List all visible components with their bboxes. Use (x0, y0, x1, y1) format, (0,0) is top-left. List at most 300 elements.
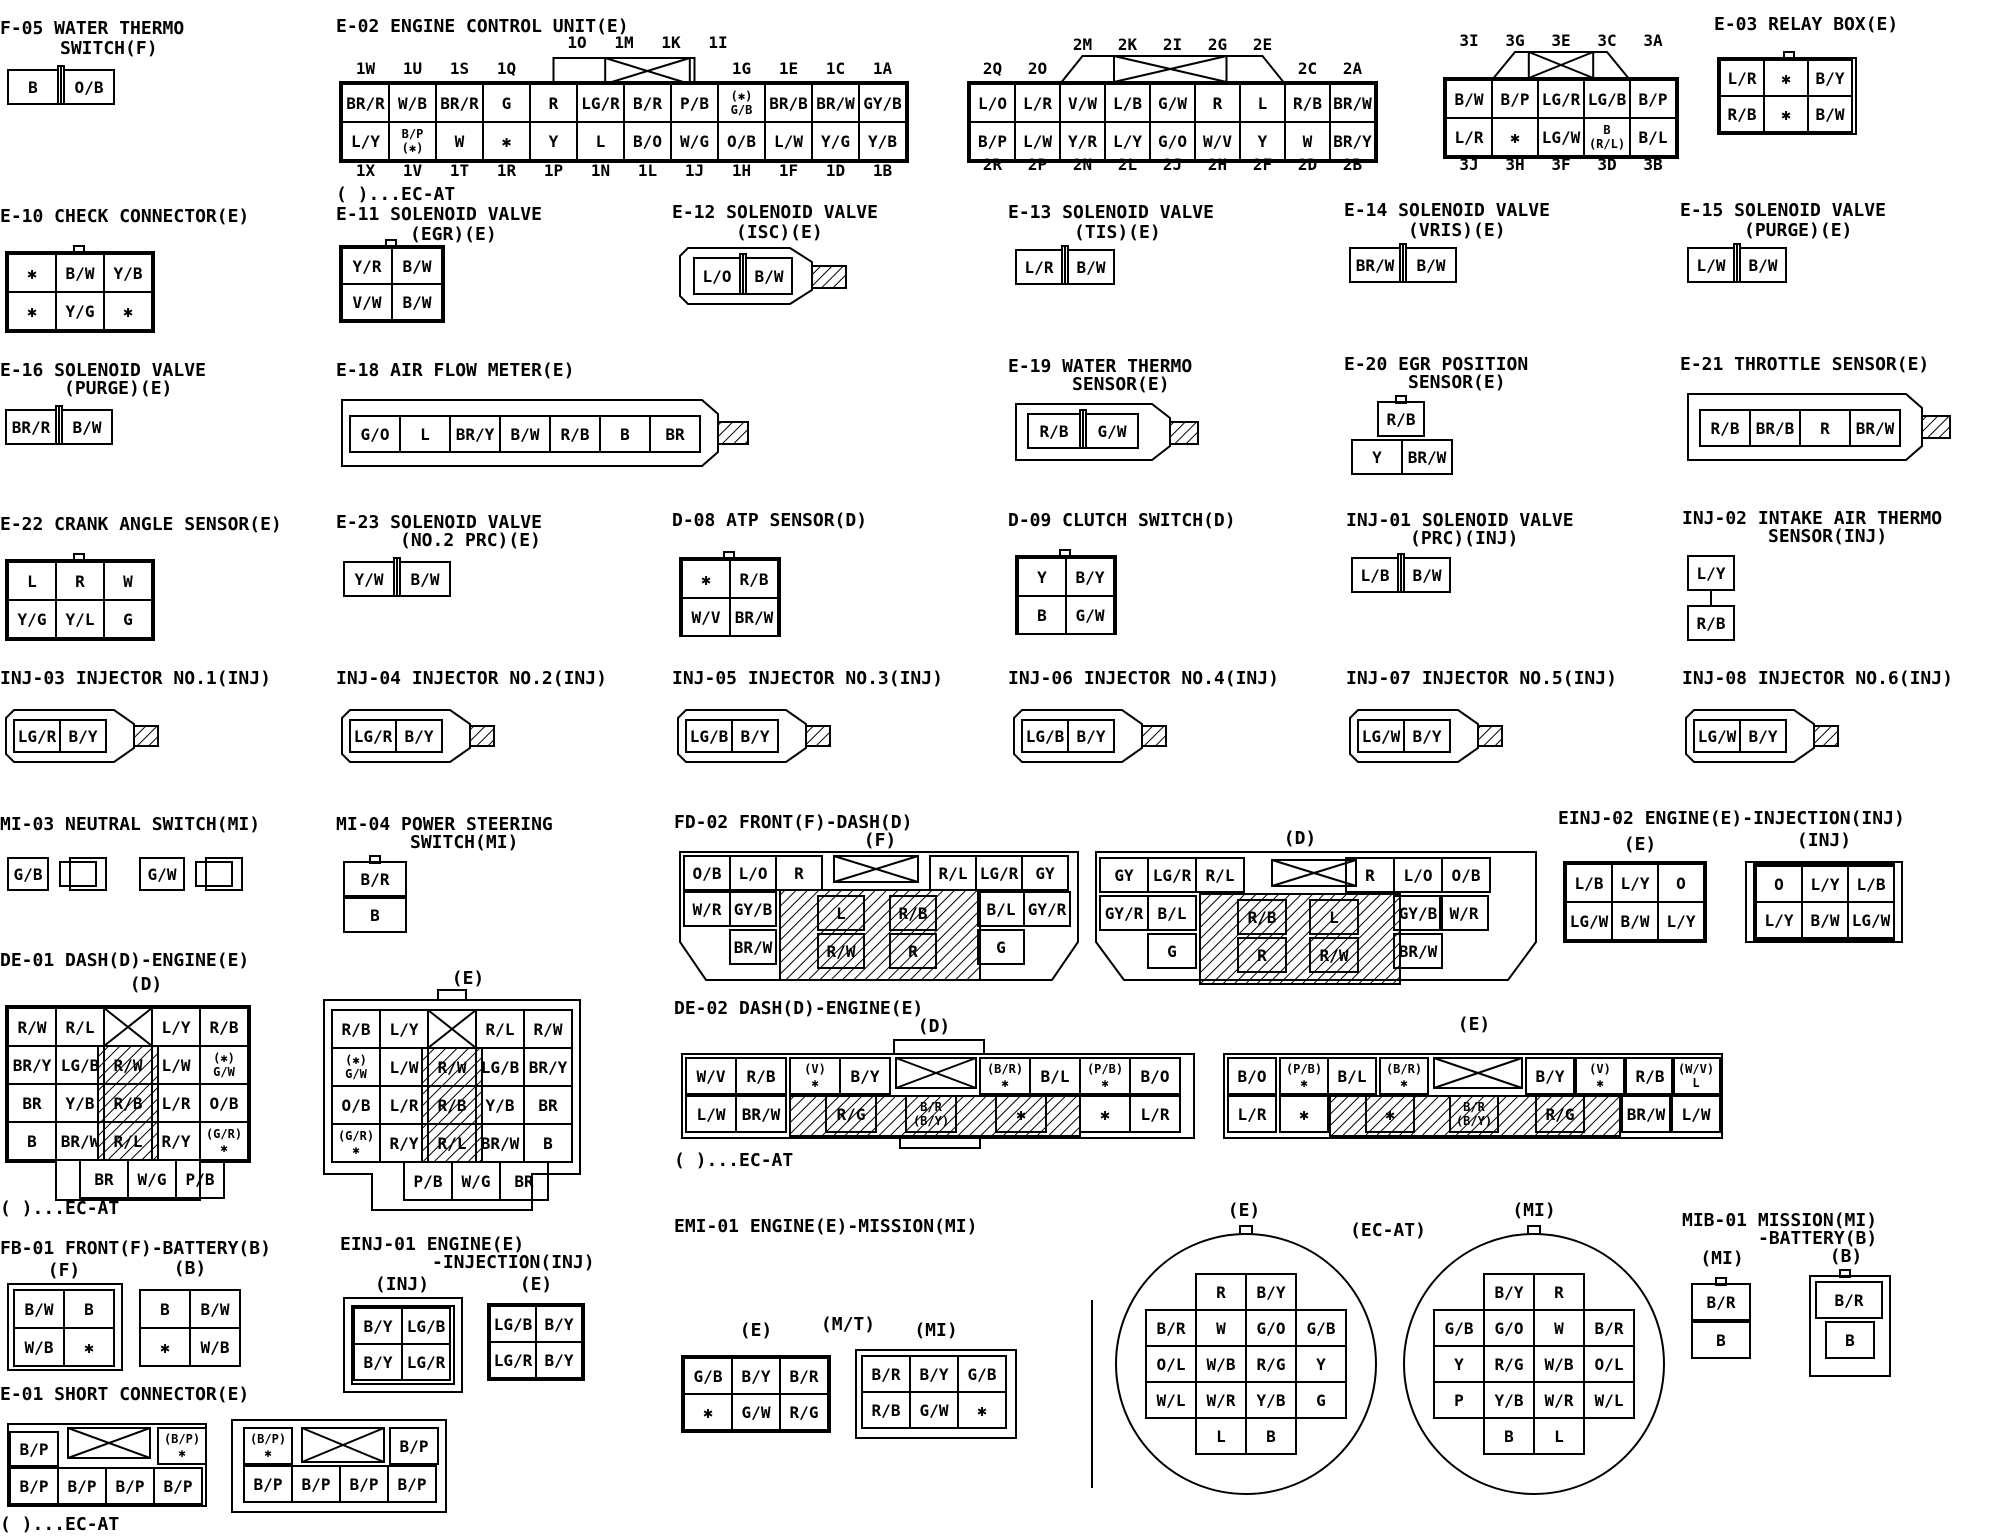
pin-number: 1U (402, 59, 423, 78)
terminal-wire-color: B/W (200, 1300, 230, 1319)
terminal-wire-color: W/V (696, 1067, 726, 1086)
terminal-wire-color: BR/Y (12, 1056, 52, 1075)
terminal-wire-color: R/B (898, 904, 928, 923)
pin-number: 2J (1162, 155, 1183, 174)
side-label: (E) (451, 968, 485, 989)
connector-title: INJ-04 INJECTOR NO.2(INJ) (336, 668, 607, 689)
terminal-wire-color: LG/W (1697, 727, 1737, 746)
terminal-wire-color: Y (1037, 568, 1047, 587)
pin-number: 2Q (982, 59, 1003, 78)
terminal-wire-color: B/P (19, 1440, 49, 1459)
connector-lock-tab (1240, 1226, 1252, 1234)
terminal-wire-color: G/B (693, 1367, 723, 1386)
terminal-wire-color: (✱) (345, 1053, 367, 1067)
terminal-wire-color: L/R (1727, 69, 1757, 88)
terminal-wire-color: BR/R (11, 418, 51, 437)
terminal-wire-color: GY/B (863, 94, 902, 113)
terminal-wire-color: BR (94, 1170, 114, 1189)
terminal-wire-color: Y/B (868, 132, 897, 151)
terminal-wire-color: ✱ (1385, 1105, 1395, 1124)
terminal-wire-color: W (1302, 132, 1313, 151)
pin-number: 3B (1643, 155, 1663, 174)
terminal-wire-color: R/G (789, 1403, 819, 1422)
terminal-wire-color: B (370, 906, 380, 925)
terminal-wire-color: W/R (692, 900, 722, 919)
terminal-wire-color: G/O (360, 425, 390, 444)
terminal-wire-color: R/W (113, 1056, 143, 1075)
connector-title: EMI-01 ENGINE(E)-MISSION(MI) (674, 1216, 978, 1237)
side-label: (D) (1283, 828, 1317, 849)
terminal-wire-color: B/R (920, 1100, 942, 1114)
terminal-wire-color: B/W (1620, 912, 1650, 931)
terminal-wire-color: ✱ (1781, 105, 1791, 124)
terminal-wire-color: O/B (1451, 866, 1481, 885)
terminal-wire-color: B/R (360, 870, 390, 889)
terminal-wire-color: (B/P) (163, 1432, 201, 1446)
pin-number: 1K (661, 33, 681, 52)
terminal-wire-color: B/R (1706, 1293, 1736, 1312)
terminal-wire-color: R/L (113, 1132, 143, 1151)
pin-number: 1A (872, 59, 893, 78)
terminal-wire-color: B/W (410, 570, 440, 589)
terminal-wire-color: B/Y (1494, 1283, 1524, 1302)
terminal-wire-color: BR (22, 1094, 42, 1113)
terminal-wire-color: O/L (1594, 1355, 1624, 1374)
connector-housing (856, 1350, 1016, 1438)
terminal-wire-color: B (1845, 1331, 1855, 1350)
terminal-wire-color: B/W (510, 425, 540, 444)
connector-title: (PURGE)(E) (1744, 220, 1853, 241)
terminal-wire-color: B/O (1140, 1067, 1170, 1086)
terminal-wire-color: BR/Y (528, 1058, 568, 1077)
terminal-wire-color: (V) (1589, 1062, 1611, 1076)
terminal-wire-color: LG/R (353, 727, 393, 746)
terminal-wire-color: W (454, 132, 465, 151)
pin-number: 1C (825, 59, 846, 78)
terminal-wire-color: L/Y (351, 132, 380, 151)
terminal-wire-color: G/W (1158, 94, 1187, 113)
pin-number: 2P (1027, 155, 1048, 174)
connector-lock-tab (900, 1138, 980, 1148)
terminal-wire-color: (B/R) (1385, 1062, 1423, 1076)
terminal-wire-color: R/B (746, 1067, 776, 1086)
wire-harness-stub (1922, 416, 1950, 438)
terminal-wire-color: P/B (413, 1172, 443, 1191)
terminal-wire-color: G/W (213, 1065, 235, 1079)
terminal-wire-color: ✱ (1100, 1105, 1110, 1124)
terminal-wire-color: B (27, 1132, 37, 1151)
wire-harness-stub (1142, 726, 1166, 746)
terminal-wire-color: LG/B (406, 1317, 446, 1336)
terminal-wire-color: B/R (871, 1365, 901, 1384)
connector-title: E-10 CHECK CONNECTOR(E) (0, 206, 250, 227)
pin-number: 1B (872, 161, 893, 180)
terminal-wire-color: G/W (1075, 606, 1105, 625)
terminal-wire-color: LG/B (480, 1058, 520, 1077)
terminal-wire-color: O/B (209, 1094, 239, 1113)
terminal-wire-color: B/R (789, 1367, 819, 1386)
terminal-wire-color: L/O (978, 94, 1007, 113)
side-label: (EC-AT) (1350, 1220, 1426, 1241)
terminal-wire-color: L (1554, 1427, 1564, 1446)
terminal-wire-color: Y/B (113, 264, 143, 283)
pin-number: 2F (1252, 155, 1273, 174)
terminal-wire-color: ✱ (160, 1338, 170, 1357)
connector-title: E-16 SOLENOID VALVE (0, 360, 206, 381)
connector-title: E-11 SOLENOID VALVE (336, 204, 542, 225)
terminal-wire-color: ✱ (811, 1076, 819, 1090)
terminal-wire-color: GY (1114, 866, 1134, 885)
terminal-wire-color: O/B (692, 864, 722, 883)
terminal-wire-color: B/R (1156, 1319, 1186, 1338)
terminal-wire-color: B/Y (1412, 727, 1442, 746)
terminal-wire-color: P/B (185, 1170, 215, 1189)
connector-title: DE-01 DASH(D)-ENGINE(E) (0, 950, 250, 971)
terminal-wire-color: L/Y (389, 1020, 419, 1039)
pin-number: 3A (1643, 31, 1663, 50)
pin-number: 2M (1072, 35, 1093, 54)
side-label: (B) (173, 1258, 207, 1279)
terminal-wire-color: R/B (341, 1020, 371, 1039)
pin-number: 1W (355, 59, 376, 78)
pin-number: 1Q (496, 59, 517, 78)
terminal-wire-color: BR/B (769, 94, 808, 113)
terminal-wire-color: L/B (1360, 566, 1390, 585)
side-label: (B) (1829, 1246, 1863, 1267)
pin-number: 1H (731, 161, 752, 180)
terminal-wire-color: B/L (1638, 128, 1668, 147)
terminal-wire-color: L (420, 425, 430, 444)
connector-lock-tab (438, 990, 466, 1000)
terminal-wire-color: R/L (65, 1018, 95, 1037)
terminal-wire-color: BR/W (1855, 419, 1895, 438)
terminal-wire-color: ✱ (977, 1401, 987, 1420)
side-label: (D) (917, 1016, 951, 1037)
terminal-wire-color: BR (538, 1096, 558, 1115)
wire-harness-stub (718, 422, 748, 444)
terminal-wire-color: G/W (147, 865, 177, 884)
terminal-wire-color: W/V (1203, 132, 1232, 151)
terminal-wire-color: Y (548, 132, 559, 151)
terminal-wire-color: R (794, 864, 804, 883)
connector-lock-tab (894, 1040, 984, 1054)
terminal-wire-color: G/B (730, 103, 753, 117)
terminal-wire-color: R (75, 572, 85, 591)
terminal-wire-color: ✱ (1781, 69, 1791, 88)
terminal-wire-color: B/Y (1256, 1283, 1286, 1302)
side-label: (D) (129, 974, 163, 995)
terminal-wire-color: W/B (1544, 1355, 1574, 1374)
connector-title: EINJ-02 ENGINE(E)-INJECTION(INJ) (1558, 808, 1905, 829)
terminal-wire-color: R (1554, 1283, 1564, 1302)
terminal-wire-color: B/W (1454, 90, 1484, 109)
terminal-wire-color: O/B (74, 78, 104, 97)
terminal-wire-color: B (84, 1300, 94, 1319)
connector-title: SENSOR(E) (1408, 372, 1506, 393)
side-label: (F) (863, 830, 897, 851)
terminal-wire-color: ✱ (1596, 1076, 1604, 1090)
connector-title: SWITCH(F) (60, 38, 158, 59)
terminal-wire-color: R/G (1545, 1105, 1575, 1124)
pin-number: 1J (684, 161, 705, 180)
terminal-wire-color: B/P (1500, 90, 1530, 109)
terminal-wire-color: Y/R (1068, 132, 1097, 151)
pin-number: 1G (731, 59, 752, 78)
terminal-wire-color: R/B (871, 1401, 901, 1420)
terminal-wire-color: (B/P) (249, 1432, 287, 1446)
terminal-wire-color: LG/W (1361, 727, 1401, 746)
terminal-wire-color: (G/R) (205, 1127, 243, 1141)
terminal-wire-color: GY/B (733, 900, 773, 919)
terminal-wire-color: L (1692, 1076, 1700, 1090)
pin-number: 1O (567, 33, 587, 52)
connector-title: INJ-05 INJECTOR NO.3(INJ) (672, 668, 943, 689)
terminal-wire-color: ✱ (178, 1446, 186, 1460)
terminal-wire-color: LG/B (493, 1315, 533, 1334)
terminal-wire-color: BR/B (1755, 419, 1795, 438)
terminal-wire-color: G (996, 938, 1006, 957)
terminal-wire-color: L/W (161, 1056, 191, 1075)
pin-number: 3I (1459, 31, 1479, 50)
terminal-wire-color: L/Y (1620, 874, 1650, 893)
terminal-wire-color: B (1037, 606, 1047, 625)
terminal-wire-color: W (1216, 1319, 1226, 1338)
connector-title: INJ-08 INJECTOR NO.6(INJ) (1682, 668, 1953, 689)
terminal-wire-color: B (28, 78, 38, 97)
terminal-wire-color: R/B (1710, 419, 1740, 438)
terminal-wire-color: BR/W (1333, 94, 1372, 113)
terminal-wire-color: L/R (161, 1094, 191, 1113)
connector-title: INJ-03 INJECTOR NO.1(INJ) (0, 668, 271, 689)
connector-title: (PRC)(INJ) (1410, 528, 1519, 549)
terminal-wire-color: W/B (24, 1338, 54, 1357)
terminal-wire-color: O/B (727, 132, 756, 151)
terminal-wire-color: L/Y (161, 1018, 191, 1037)
terminal-wire-color: BR/W (741, 1105, 781, 1124)
terminal-wire-color: Y/R (352, 257, 382, 276)
connector-title: E-15 SOLENOID VALVE (1680, 200, 1886, 221)
pin-number: 1E (778, 59, 799, 78)
terminal-wire-color: R/B (1727, 105, 1757, 124)
terminal-wire-color: G/B (1306, 1319, 1336, 1338)
terminal-wire-color: B/O (1237, 1067, 1267, 1086)
terminal-wire-color: Y/W (354, 570, 384, 589)
pin-number: 1V (402, 161, 423, 180)
ec-at-note: ( )...EC-AT (674, 1150, 794, 1171)
terminal-wire-color: B/P (163, 1477, 193, 1496)
terminal-wire-color: B/Y (919, 1365, 949, 1384)
terminal-wire-color: BR/W (733, 938, 773, 957)
terminal-wire-color: R (548, 94, 559, 113)
connector-title: MI-04 POWER STEERING (336, 814, 553, 835)
terminal-wire-color: W/B (200, 1338, 230, 1357)
terminal-wire-color: B (620, 425, 630, 444)
terminal-wire-color: L/R (1140, 1105, 1170, 1124)
pin-number: 2G (1207, 35, 1228, 54)
terminal-wire-color: Y/B (65, 1094, 95, 1113)
pin-number: 2N (1072, 155, 1093, 174)
terminal-wire-color: R/B (209, 1018, 239, 1037)
terminal-wire-color: G/B (1444, 1319, 1474, 1338)
pin-number: 1M (614, 33, 634, 52)
connector-title: DE-02 DASH(D)-ENGINE(E) (674, 998, 924, 1019)
terminal-wire-color: L/W (1681, 1105, 1711, 1124)
terminal-wire-color: (G/R) (337, 1129, 375, 1143)
terminal-wire-color: L/R (1237, 1105, 1267, 1124)
terminal-wire-color: B/L (1040, 1067, 1070, 1086)
terminal-wire-color: L/O (1403, 866, 1433, 885)
terminal-wire-color: BR/Y (1333, 132, 1372, 151)
side-label: (E) (1227, 1200, 1261, 1221)
terminal-wire-color: (P/B) (1285, 1062, 1323, 1076)
terminal-wire-color: (B/R) (986, 1062, 1024, 1076)
terminal-wire-color: O (1774, 875, 1784, 894)
terminal-wire-color: BR (665, 425, 685, 444)
connector-title: SENSOR(E) (1072, 374, 1170, 395)
terminal-wire-color: R/W (1319, 946, 1349, 965)
terminal-wire-color: B (160, 1300, 170, 1319)
terminal-wire-color: W/B (1206, 1355, 1236, 1374)
terminal-wire-color: W/R (1206, 1391, 1236, 1410)
terminal-wire-color: BR/W (1626, 1105, 1666, 1124)
terminal-wire-color: ✱ (1001, 1076, 1009, 1090)
pin-number: 3E (1551, 31, 1571, 50)
ec-at-note: ( )...EC-AT (0, 1514, 120, 1535)
pin-number: 2R (982, 155, 1003, 174)
terminal-wire-color: B/R (633, 94, 662, 113)
connector-title: (PURGE)(E) (64, 378, 173, 399)
terminal-wire-color: L/Y (1696, 564, 1726, 583)
terminal-wire-color: R (1257, 946, 1267, 965)
terminal-wire-color: L/W (696, 1105, 726, 1124)
terminal-wire-color: Y/G (821, 132, 850, 151)
terminal-wire-color: R/W (17, 1018, 47, 1037)
terminal-wire-color: Y (1372, 448, 1382, 467)
terminal-wire-color: R/G (1494, 1355, 1524, 1374)
side-label: (MI) (1512, 1200, 1556, 1221)
terminal-wire-color: B/P (349, 1475, 379, 1494)
terminal-wire-color: R/B (113, 1094, 143, 1113)
terminal-wire-color: R (1216, 1283, 1226, 1302)
terminal-wire-color: L/W (1696, 256, 1726, 275)
terminal-wire-color: (P/B) (1086, 1062, 1124, 1076)
terminal-wire-color: B/P (115, 1477, 145, 1496)
connector-title: E-14 SOLENOID VALVE (1344, 200, 1550, 221)
terminal-wire-color: R/W (533, 1020, 563, 1039)
connector-title: E-23 SOLENOID VALVE (336, 512, 542, 533)
terminal-wire-color: L/O (738, 864, 768, 883)
terminal-wire-color: B (1504, 1427, 1514, 1446)
terminal-wire-color: L/O (702, 267, 732, 286)
terminal-wire-color: L/Y (1810, 875, 1840, 894)
connector-title: F-05 WATER THERMO (0, 18, 185, 39)
connector-title: (NO.2 PRC)(E) (400, 530, 541, 551)
terminal-wire-color: GY/R (1027, 900, 1067, 919)
connector-title: E-20 EGR POSITION (1344, 354, 1529, 375)
connector-title: SENSOR(INJ) (1768, 526, 1888, 547)
terminal-wire-color: L (595, 132, 606, 151)
terminal-wire-color: R/B (437, 1096, 467, 1115)
terminal-wire-color: R/W (826, 942, 856, 961)
side-label: (E) (1457, 1014, 1491, 1035)
terminal-wire-color: LG/R (1152, 866, 1192, 885)
terminal-wire-color: Y/G (17, 610, 47, 629)
pin-number: 3J (1459, 155, 1479, 174)
pin-number: 1S (449, 59, 470, 78)
side-label: (E) (1623, 834, 1657, 855)
connector-title: (EGR)(E) (410, 224, 497, 245)
side-label: (E) (739, 1320, 773, 1341)
terminal-wire-color: O (1676, 874, 1686, 893)
terminal-wire-color: B/P (397, 1475, 427, 1494)
terminal-wire-color: Y/G (65, 302, 95, 321)
connector-title: E-22 CRANK ANGLE SENSOR(E) (0, 514, 282, 535)
terminal-wire-color: LG/B (1587, 90, 1627, 109)
terminal-wire-color: R/W (437, 1058, 467, 1077)
terminal-wire-color: B/P (1638, 90, 1668, 109)
terminal-wire-color: B/W (65, 264, 95, 283)
pin-number: 2B (1342, 155, 1363, 174)
terminal-wire-color: L/Y (1113, 132, 1142, 151)
pin-number: 3G (1505, 31, 1525, 50)
ec-at-note: ( )...EC-AT (336, 184, 456, 205)
terminal-wire-color: L (1257, 94, 1268, 113)
connector-title: (VRIS)(E) (1408, 220, 1506, 241)
terminal-wire-color: L/R (1023, 94, 1052, 113)
connector-title: MIB-01 MISSION(MI) (1682, 1210, 1878, 1231)
terminal-wire-color: B/R (1834, 1291, 1864, 1310)
hatched-area (1200, 894, 1400, 984)
terminal-wire-color: W (123, 572, 133, 591)
terminal-wire-color: R/Y (161, 1132, 191, 1151)
terminal-wire-color: R (1365, 866, 1375, 885)
connector-title: -INJECTION(INJ) (432, 1252, 595, 1273)
terminal-wire-color: B/L (1157, 904, 1187, 923)
terminal-wire-color: BR/W (816, 94, 855, 113)
terminal-wire-color: R/L (485, 1020, 515, 1039)
hatched-area (780, 890, 980, 980)
terminal-wire-color: ✱ (1016, 1105, 1026, 1124)
terminal-wire-color: LG/B (60, 1056, 100, 1075)
terminal-wire-color: LG/W (1541, 128, 1581, 147)
pin-number: 1I (708, 33, 728, 52)
side-label: (INJ) (374, 1274, 430, 1295)
terminal-wire-color: B (1266, 1427, 1276, 1446)
terminal-wire-color: L/B (1574, 874, 1604, 893)
terminal-wire-color: ✱ (1510, 128, 1520, 147)
terminal-wire-color: P/B (680, 94, 709, 113)
terminal-wire-color: G (1316, 1391, 1326, 1410)
terminal-wire-color: R/G (836, 1105, 866, 1124)
terminal-wire-color: B/P (301, 1475, 331, 1494)
pin-number: 2E (1252, 35, 1273, 54)
terminal-wire-color: GY/R (1104, 904, 1144, 923)
terminal-wire-color: B/O (633, 132, 662, 151)
terminal-wire-color: B/W (402, 257, 432, 276)
terminal-wire-color: BR/R (440, 94, 479, 113)
terminal-wire-color: BR/W (734, 608, 774, 627)
terminal-wire-color: G/W (919, 1401, 949, 1420)
pin-number: 2A (1342, 59, 1363, 78)
terminal-wire-color: Y/B (1256, 1391, 1286, 1410)
terminal-wire-color: G (501, 94, 512, 113)
terminal-wire-color: LG/W (1569, 912, 1609, 931)
terminal-wire-color: BR/W (1355, 256, 1395, 275)
terminal-wire-color: B/R (1594, 1319, 1624, 1338)
terminal-wire-color: ✱ (501, 132, 512, 151)
connector-title: INJ-06 INJECTOR NO.4(INJ) (1008, 668, 1279, 689)
terminal-wire-color: LG/R (17, 727, 57, 746)
